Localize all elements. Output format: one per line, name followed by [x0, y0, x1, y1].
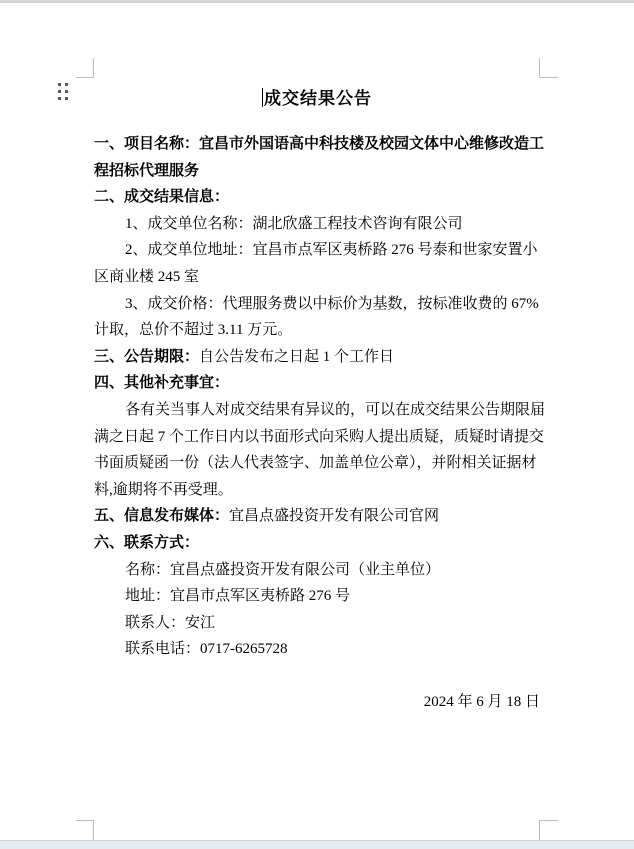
text-line[interactable]: 六、联系方式：	[94, 534, 200, 551]
text-line[interactable]: 满之日起 7 个工作日内以书面形式向采购人提出质疑，质疑时请提交	[94, 428, 545, 445]
text-line[interactable]: 联系电话：0717-6265728	[125, 641, 288, 658]
text-line[interactable]: 区商业楼 245 室	[94, 268, 200, 285]
text-line[interactable]: 计取，总价不超过 3.11 万元。	[94, 322, 293, 339]
text-boundary-mark-bottom-left	[76, 820, 94, 841]
text-line[interactable]: 3、成交价格：代理服务费以中标价为基数，按标准收费的 67%	[125, 295, 539, 312]
window-bottom-bar	[0, 840, 634, 849]
text-boundary-mark-top-left	[76, 58, 94, 78]
text-line[interactable]: 地址：宜昌市点军区夷桥路 276 号	[125, 588, 351, 605]
text-cursor	[262, 88, 263, 107]
text-line[interactable]: 料,逾期将不再受理。	[94, 481, 233, 498]
text-line[interactable]: 三、公告期限：自公告发布之日起 1 个工作日	[94, 348, 395, 365]
move-handle-dots-icon[interactable]	[58, 83, 68, 100]
text-line[interactable]: 联系人：安江	[125, 614, 216, 631]
text-line[interactable]: 一、项目名称：宜昌市外国语高中科技楼及校园文体中心维修改造工	[94, 136, 545, 152]
text-line[interactable]: 四、其他补充事宜：	[94, 375, 230, 392]
text-line[interactable]: 2、成交单位地址：宜昌市点军区夷桥路 276 号泰和世家安置小	[125, 242, 538, 259]
text-line[interactable]: 2024 年 6 月 18 日	[423, 694, 540, 711]
text-line[interactable]: 二、成交结果信息：	[94, 189, 230, 206]
text-line[interactable]: 程招标代理服务	[94, 162, 200, 179]
text-line[interactable]: 名称：宜昌点盛投资开发有限公司（业主单位）	[125, 561, 441, 578]
text-boundary-mark-bottom-right	[539, 820, 558, 841]
text-line[interactable]: 各有关当事人对成交结果有异议的，可以在成交结果公告期限届	[125, 401, 546, 418]
document-title[interactable]	[94, 77, 540, 131]
text-line[interactable]: 1、成交单位名称：湖北欣盛工程技术咨询有限公司	[125, 215, 463, 232]
window-top-strip	[0, 0, 634, 3]
text-boundary-mark-top-right	[539, 58, 558, 78]
text-line[interactable]: 五、信息发布媒体：宜昌点盛投资开发有限公司官网	[94, 508, 440, 525]
text-line[interactable]	[94, 663, 540, 690]
document-title-text: 成交结果公告	[264, 89, 372, 108]
document-page[interactable]	[94, 77, 546, 716]
document-lines	[94, 131, 546, 716]
text-line[interactable]: 书面质疑函一份（法人代表签字、加盖单位公章），并附相关证据材	[94, 455, 537, 472]
